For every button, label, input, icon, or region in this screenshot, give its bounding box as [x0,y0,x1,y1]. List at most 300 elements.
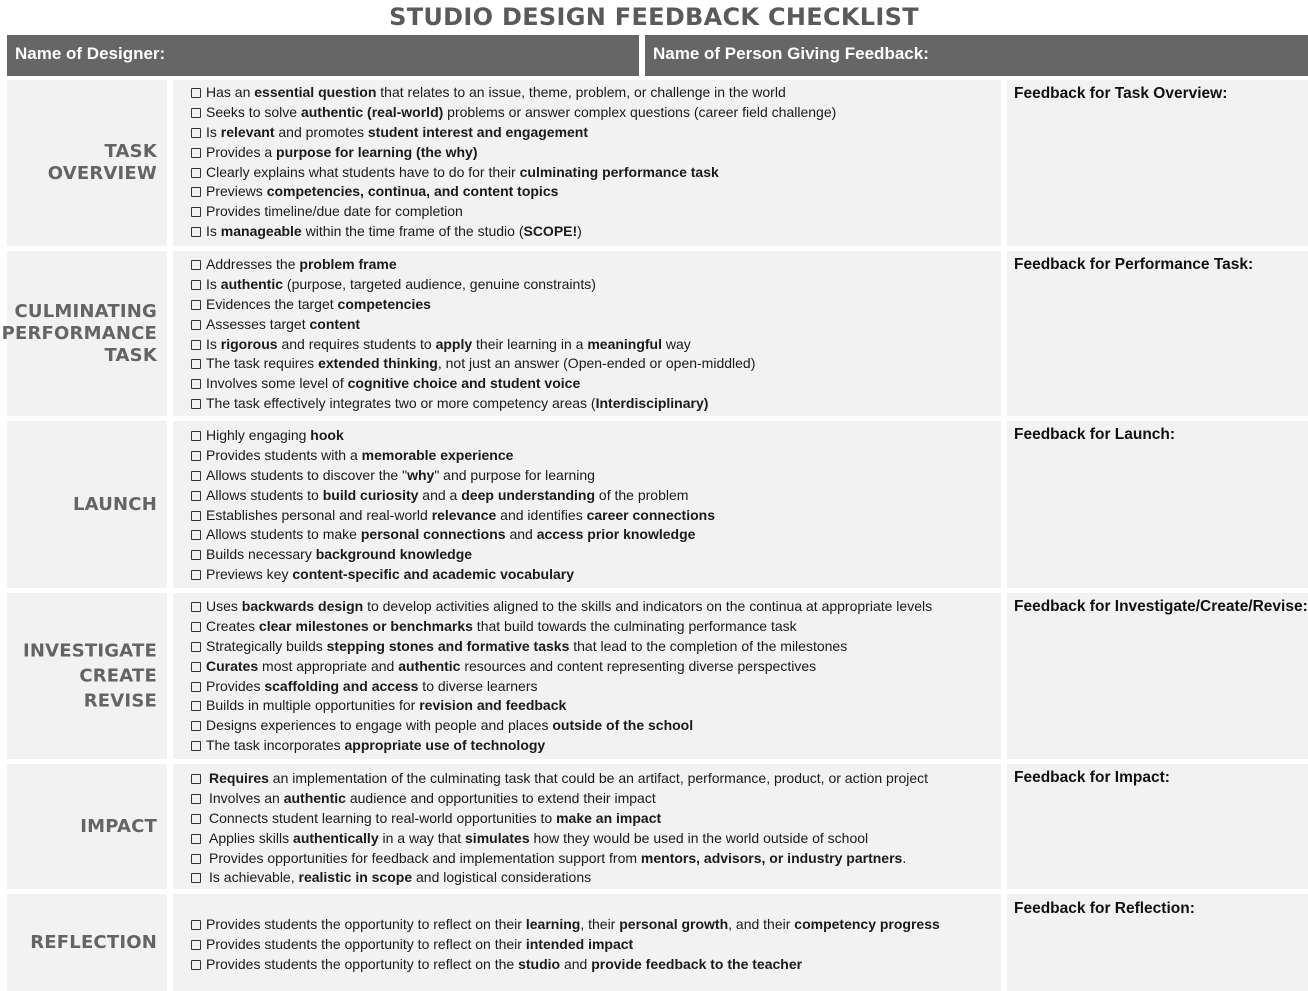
section-task-overview [7,80,1308,246]
item-text-bold: cognitive choice and student voice [347,375,581,392]
item-text: Allows students to [206,486,323,503]
checklist-item-text [206,657,816,677]
checkbox-icon[interactable] [191,108,201,118]
checklist-item [191,163,997,183]
checkbox-icon[interactable] [191,88,201,98]
item-text: audience and opportunities to extend their impact [345,789,656,806]
checkbox-icon[interactable] [191,530,201,540]
item-text: Evidences the target [206,295,338,312]
item-text: resources and content representing diverse perspectives [460,657,817,674]
checklist-item [191,123,997,143]
feedback-label: Feedback for Task Overview: [1014,85,1228,102]
item-text: Highly engaging [206,427,311,443]
checkbox-icon[interactable] [191,701,201,711]
section-culminating-task [1,251,1308,416]
page-title: STUDIO DESIGN FEEDBACK CHECKLIST [389,3,919,31]
checklist [191,769,997,888]
item-text: , and their [728,916,795,932]
item-text-bold: competencies, continua, and content topics [266,183,559,200]
checklist-item-text [206,696,566,716]
checklist-item-text [206,716,693,736]
section-label [2,301,157,367]
checkbox-icon[interactable] [191,399,201,409]
section-label-cell [7,421,167,588]
checklist-item [191,315,997,335]
item-text: that build towards the culminating performance task [472,617,797,634]
item-text: Previews [206,183,267,200]
section-label-cell [1,251,167,416]
checklist-item-text [206,163,719,183]
section-label [73,494,157,516]
checklist-item [191,716,997,736]
item-text-bold: intended impact [525,935,634,952]
checklist-item-text [206,335,691,355]
checkbox-icon[interactable] [191,511,201,521]
item-text: Strategically builds [206,637,327,654]
item-text-bold: build curiosity [322,486,419,503]
checklist-item-text [206,374,580,394]
item-text: in a way that [378,829,466,846]
item-text-bold: backwards design [241,598,364,614]
checklist-item-text [209,849,906,869]
item-text: within the time frame of the studio ( [301,223,524,240]
item-text: Provides timeline/due date for completion [206,203,463,220]
item-text-bold: relevance [431,506,497,523]
section-label-cell [7,593,167,759]
checklist-item [191,829,997,849]
item-text: and [505,526,537,543]
checklist-item-text [209,829,868,849]
item-text-bold: SCOPE! [523,223,578,240]
feedback-cell[interactable] [1007,593,1308,759]
item-text-bold: personal growth [619,916,729,932]
item-text: Involves some level of [206,375,348,392]
item-text: Connects student learning to real-world opportunities to [209,809,557,826]
checklist-item-text [206,83,786,103]
item-text: and [560,955,592,972]
item-text-bold: manageable [220,223,302,240]
checklist-item-text [206,315,360,335]
checkbox-icon[interactable] [191,854,201,864]
item-text: Allows students to make [206,526,361,543]
checklist-item-text [206,222,582,242]
checklist-item-text [206,597,932,617]
item-text: to diverse learners [418,677,538,694]
checklist-item [191,915,997,935]
checklist-item-text [206,466,595,486]
item-text-bold: studio [518,955,561,972]
item-text-bold: career connections [586,506,715,523]
item-text: . [902,849,907,866]
checklist-item-text [206,506,715,526]
item-text: that lead to the completion of the milestones [569,637,848,654]
item-text: and logistical considerations [412,869,592,886]
checklist [191,255,997,414]
checkbox-icon[interactable] [191,300,201,310]
checklist-item [191,769,997,789]
checkbox-icon[interactable] [191,550,201,560]
section-label-line: INVESTIGATE [22,640,157,662]
checklist-item-text [206,486,688,506]
checklist-item-text [206,617,797,637]
feedback-cell[interactable] [1007,421,1308,588]
checklist-item [191,202,997,222]
checkbox-icon[interactable] [191,128,201,138]
checklist-items-cell [173,894,1001,991]
item-text: Uses [206,598,242,614]
item-text: Creates [206,617,259,634]
item-text-bold: Curates [206,657,259,674]
feedback-label: Feedback for Impact: [1014,769,1170,786]
feedback-label: Feedback for Launch: [1014,426,1176,443]
item-text-bold: meaningful [587,335,662,352]
item-text: The task incorporates [206,737,345,754]
section-label-line: REVISE [83,690,157,712]
item-text: Applies skills [209,829,294,846]
checklist-items-cell [173,80,1001,246]
checkbox-icon[interactable] [191,642,201,652]
item-text: most appropriate and [258,657,399,674]
item-text: and promotes [274,123,368,140]
checkbox-icon[interactable] [191,662,201,672]
item-text-bold: provide feedback to the teacher [591,955,803,972]
section-label-line: OVERVIEW [47,163,157,184]
item-text-bold: realistic in scope [298,869,413,886]
item-text: Provides students the opportunity to reflect on the [206,955,519,972]
item-text-bold: authentic (real-world) [300,103,444,120]
checklist-item [191,789,997,809]
section-label-line: IMPACT [80,815,157,837]
item-text-bold: learning [525,916,581,932]
item-text: and identifies [496,506,587,523]
checklist-item [191,466,997,486]
checkbox-icon[interactable] [191,359,201,369]
item-text: and a [418,486,462,503]
checkbox-icon[interactable] [191,379,201,389]
checklist-item [191,103,997,123]
checklist-items-cell [173,251,1001,416]
checkbox-icon[interactable] [191,227,201,237]
item-text: " and purpose for learning [434,466,595,483]
item-text-bold: authentic [398,657,461,674]
item-text-bold: student interest and engagement [367,123,589,140]
feedback-cell[interactable] [1007,80,1308,246]
checklist-item [191,143,997,163]
checklist-item-text [206,123,588,143]
section-label-line: CULMINATING [14,300,157,322]
feedback-label: Feedback for Investigate/Create/Revise: [1014,598,1308,615]
checkbox-icon[interactable] [191,960,201,970]
checkbox-icon[interactable] [191,340,201,350]
item-text: and requires students to [277,335,436,352]
designer-name-label: Name of Designer: [15,44,166,63]
item-text-bold: Requires [209,770,269,786]
checklist-item-text [206,677,537,697]
item-text-bold: authentic [220,275,284,292]
checklist-item [191,849,997,869]
section-label-line: TASK [104,141,157,162]
item-text: Establishes personal and real-world [206,506,432,523]
checklist-item-text [206,143,478,163]
designer-name-header[interactable] [7,35,639,76]
item-text: Involves an [209,789,284,806]
section-label-line: LAUNCH [72,493,157,515]
checkbox-icon[interactable] [191,260,201,270]
checklist-item [191,677,997,697]
checklist-item-text [209,868,591,888]
checklist-item [191,617,997,637]
item-text: how they would be used in the world outside of school [529,829,869,846]
feedback-cell[interactable] [1007,894,1308,991]
section-label [23,639,157,714]
section-label [48,141,157,185]
item-text-bold: essential question [254,84,377,100]
checklist-item [191,597,997,617]
item-text: that relates to an issue, theme, problem, or challenge in the world [376,84,786,100]
item-text: Provides students the opportunity to reflect on their [206,935,526,952]
checklist-item-text [206,295,431,315]
item-text: Builds in multiple opportunities for [206,697,420,714]
checkbox-icon[interactable] [191,148,201,158]
item-text-bold: authentic [283,789,346,806]
item-text-bold: personal connections [360,526,506,543]
checklist-item [191,182,997,202]
checkbox-icon[interactable] [191,682,201,692]
item-text-bold: simulates [465,829,530,846]
item-text-bold: content-specific and academic vocabulary [292,566,575,583]
checklist-item [191,354,997,374]
checklist-items-cell [173,421,1001,588]
checklist-item-text [206,275,596,295]
item-text: (purpose, targeted audience, genuine constraints) [283,275,596,292]
checklist-item [191,426,997,446]
item-text: Is [206,123,221,140]
item-text: Builds necessary [206,546,316,563]
item-text: Is [206,335,221,352]
checklist-item-text [206,446,513,466]
item-text-bold: scaffolding and access [264,677,419,694]
checkbox-icon[interactable] [191,280,201,290]
checklist-item [191,657,997,677]
checklist-item [191,295,997,315]
checklist-item-text [206,736,545,756]
item-text-bold: culminating performance task [519,163,719,180]
item-text-bold: why [407,466,435,483]
item-text: of the problem [595,486,689,503]
item-text: Has an [206,84,255,100]
item-text: Provides [206,677,265,694]
item-text-bold: relevant [220,123,275,140]
checklist-items-cell [173,764,1001,889]
checklist [191,426,997,585]
item-text: Is [206,223,221,240]
section-label-line: REFLECTION [30,931,157,953]
item-text: Allows students to discover the " [206,466,408,483]
section-label-cell [7,764,167,889]
item-text-bold: deep understanding [461,486,596,503]
checkbox-icon[interactable] [191,207,201,217]
item-text: Addresses the [206,256,300,272]
item-text-bold: stepping stones and formative tasks [326,637,570,654]
checklist [191,83,997,242]
item-text-bold: apply [435,335,473,352]
feedback-cell[interactable] [1007,764,1308,889]
item-text-bold: appropriate use of technology [344,737,546,754]
checkbox-icon[interactable] [191,491,201,501]
section-label-line: TASK [104,344,157,366]
checklist-item-text [209,809,661,829]
checklist-item-text [206,565,574,585]
checklist-item [191,83,997,103]
checklist-item [191,335,997,355]
feedback-giver-name-header[interactable] [645,35,1308,76]
item-text-bold: authentically [293,829,379,846]
checklist-item-text [206,525,695,545]
checklist-item [191,565,997,585]
checklist-item-text [206,935,633,955]
checklist-item-text [206,103,836,123]
item-text: , their [580,916,620,932]
item-text: Seeks to solve [206,103,301,120]
checkbox-icon[interactable] [191,721,201,731]
item-text: to develop activities aligned to the skills and indicators on the continua at appropriate levels [363,598,933,614]
item-text-bold: extended thinking [318,355,438,372]
checkbox-icon[interactable] [191,774,201,784]
checklist-item [191,374,997,394]
checklist-item [191,545,997,565]
item-text: Provides opportunities for feedback and implementation support from [209,849,641,866]
checkbox-icon[interactable] [191,622,201,632]
checklist-item-text [206,354,755,374]
item-text-bold: problem frame [299,256,397,272]
item-text-bold: rigorous [220,335,278,352]
checklist-item [191,696,997,716]
checklist-item-text [209,769,928,789]
checklist-item-text [206,202,463,222]
checkbox-icon[interactable] [191,741,201,751]
item-text: Previews key [206,566,293,583]
item-text: problems or answer complex questions (career field challenge) [443,103,837,120]
checklist-item [191,955,997,975]
checklist-item [191,255,997,275]
checkbox-icon[interactable] [191,570,201,580]
item-text-bold: competencies [337,295,431,312]
item-text: Provides a [206,143,277,160]
item-text: , not just an answer (Open-ended or open-middled) [437,355,756,372]
section-label-cell [7,894,167,991]
item-text-bold: revision and feedback [419,697,567,714]
checklist-item [191,809,997,829]
checklist-item-text [206,182,558,202]
item-text-bold: outside of the school [552,717,694,734]
item-text: Provides students with a [206,446,362,463]
item-text: ) [577,223,582,240]
checklist-items-cell [173,593,1001,759]
feedback-cell[interactable] [1007,251,1308,416]
checklist-item [191,446,997,466]
item-text-bold: make an impact [556,809,662,826]
checklist-item [191,935,997,955]
item-text: Assesses target [206,315,310,332]
section-label [30,932,157,954]
checklist-item-text [209,789,656,809]
checklist-item-text [206,955,802,975]
checklist [191,597,997,756]
item-text-bold: Interdisciplinary) [595,395,709,412]
checkbox-icon[interactable] [191,873,201,883]
feedback-label: Feedback for Reflection: [1014,900,1195,917]
checklist-item [191,275,997,295]
item-text-bold: content [309,315,361,332]
checkbox-icon[interactable] [191,602,201,612]
item-text: The task effectively integrates two or more competency areas ( [206,395,596,412]
checklist-item [191,637,997,657]
checklist-item [191,222,997,242]
checklist-item-text [206,394,708,414]
feedback-giver-name-label: Name of Person Giving Feedback: [653,44,929,63]
section-impact [7,764,1308,889]
section-label-line: PERFORMANCE [1,322,157,344]
checklist [191,915,997,975]
item-text-bold: memorable experience [361,446,514,463]
item-text: Is [206,275,221,292]
item-text-bold: competency progress [794,916,940,932]
checkbox-icon[interactable] [191,320,201,330]
section-label-line: CREATE [79,665,157,687]
section-label [80,816,157,838]
item-text: Provides students the opportunity to reflect on their [206,916,526,932]
checkbox-icon[interactable] [191,431,201,441]
feedback-label: Feedback for Performance Task: [1014,256,1254,273]
checkbox-icon[interactable] [191,814,201,824]
item-text-bold: access prior knowledge [536,526,696,543]
item-text: The task requires [206,355,319,372]
checkbox-icon[interactable] [191,834,201,844]
checklist-item-text [206,255,397,275]
checklist-item-text [206,545,472,565]
item-text-bold: hook [310,427,344,443]
section-investigate-create [7,593,1308,759]
checklist-item-text [206,915,940,935]
checklist-item [191,868,997,888]
item-text: Clearly explains what students have to do for their [206,163,520,180]
checkbox-icon[interactable] [191,471,201,481]
checklist-item [191,486,997,506]
item-text-bold: mentors, advisors, or industry partners [640,849,903,866]
item-text: their learning in a [472,335,588,352]
checkbox-icon[interactable] [191,940,201,950]
checkbox-icon[interactable] [191,168,201,178]
section-reflection [7,894,1308,991]
checklist-item-text [206,637,847,657]
checkbox-icon[interactable] [191,794,201,804]
section-launch [7,421,1308,588]
checklist-item-text [206,426,344,446]
item-text-bold: background knowledge [315,546,473,563]
item-text: Designs experiences to engage with people and places [206,717,553,734]
checkbox-icon[interactable] [191,920,201,930]
checkbox-icon[interactable] [191,187,201,197]
item-text-bold: purpose for learning (the why) [276,143,478,160]
item-text-bold: clear milestones or benchmarks [258,617,473,634]
checklist-item [191,525,997,545]
checklist-item [191,394,997,414]
item-text: Is achievable, [209,869,299,886]
item-text: way [662,335,691,352]
item-text: an implementation of the culminating task that could be an artifact, performance, product, or action project [268,770,929,786]
checklist-item [191,506,997,526]
checkbox-icon[interactable] [191,451,201,461]
